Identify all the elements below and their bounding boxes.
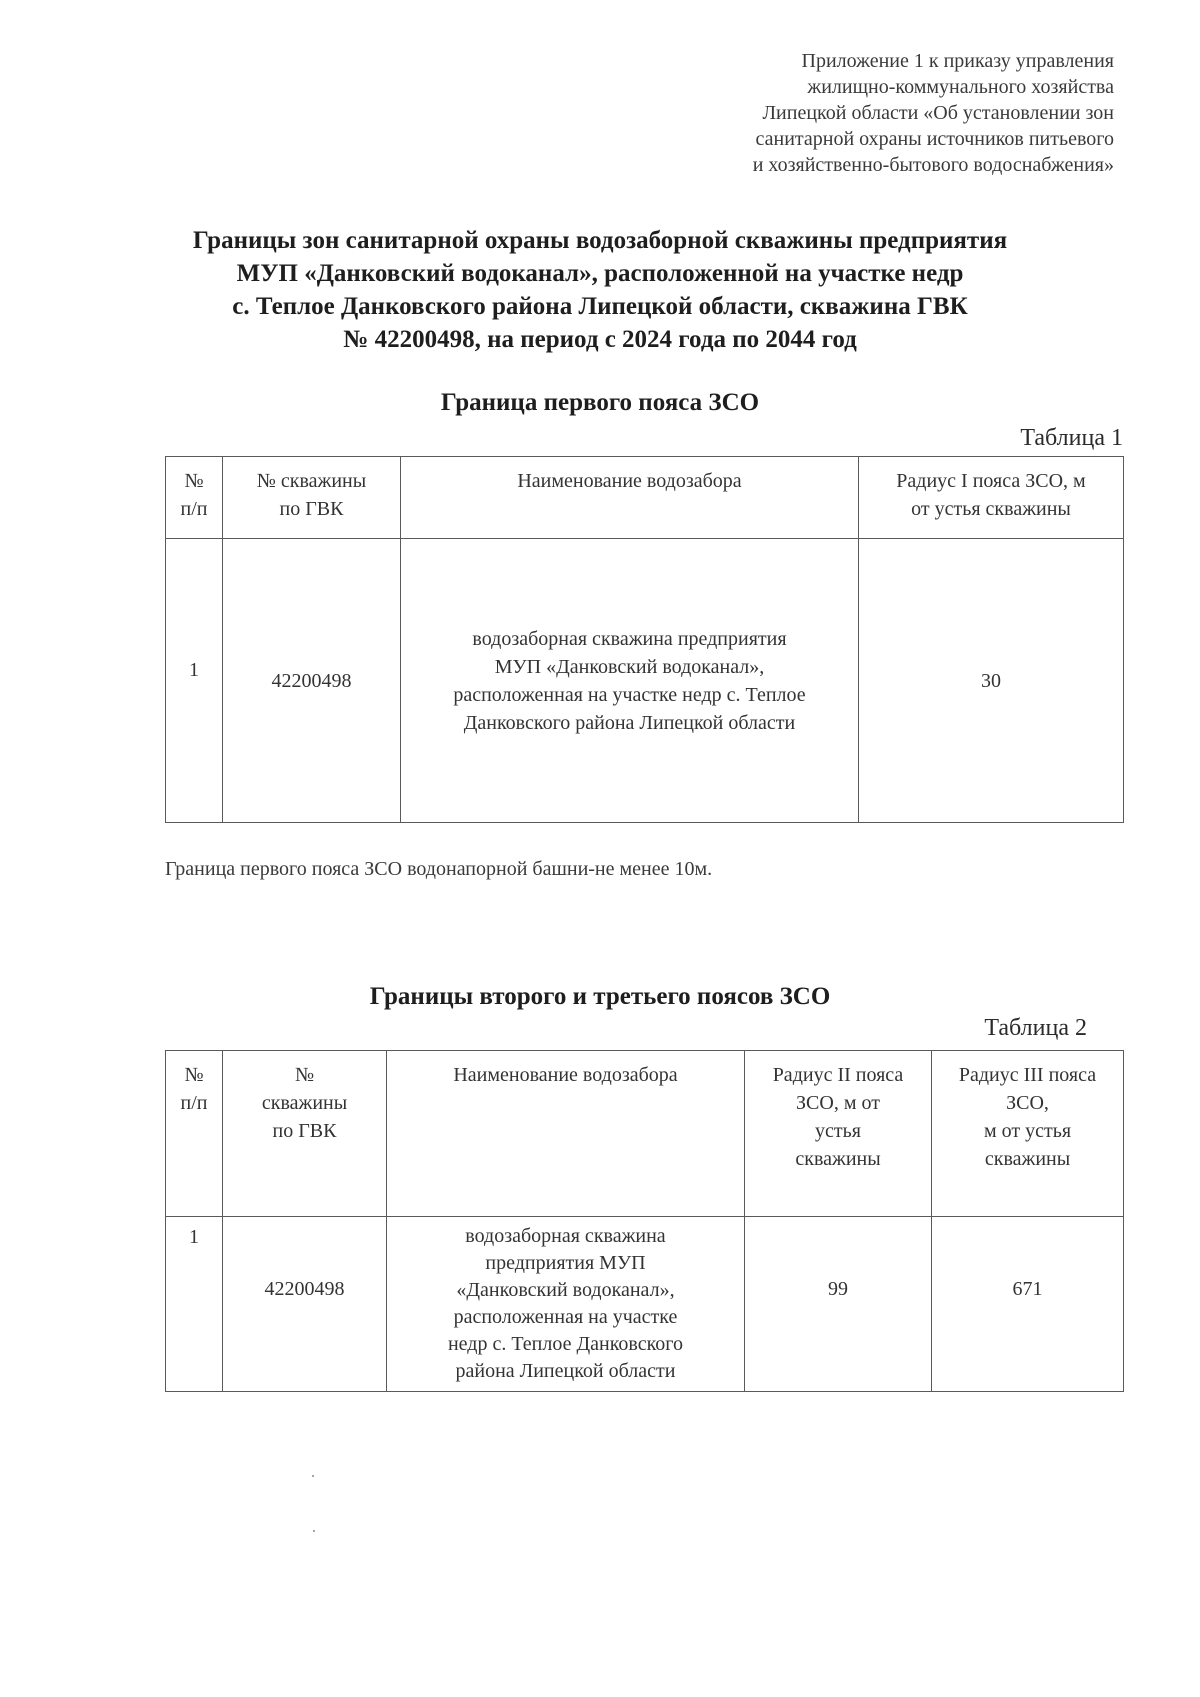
header-text: скважины [795, 1148, 881, 1170]
header-text: Наименование водозабора [453, 1064, 678, 1086]
appendix-line: санитарной охраны источников питьевого [755, 128, 1114, 150]
cell-well-number: 42200498 [223, 1217, 387, 1392]
cell-text: МУП «Данковский водоканал», [494, 655, 765, 678]
cell-num: 1 [166, 539, 223, 823]
appendix-line: и хозяйственно-бытового водоснабжения» [752, 154, 1114, 176]
title-line: с. Теплое Данковского района Липецкой области, скважина ГВК [232, 293, 968, 320]
table1-label: Таблица 1 [1020, 425, 1123, 451]
document-title [100, 224, 1100, 356]
title-line: Границы зон санитарной охраны водозаборной скважины предприятия [192, 227, 1008, 254]
cell-text: недр с. Теплое Данковского [447, 1333, 684, 1355]
cell-text: расположенная на участке недр с. Теплое [453, 683, 806, 706]
header-well-number [223, 457, 401, 539]
appendix-note [594, 48, 1114, 178]
section1-title: Граница первого пояса ЗСО [440, 389, 760, 416]
header-intake-name [401, 457, 859, 539]
cell-well-number: 42200498 [223, 539, 401, 823]
header-text: ЗСО, м от [796, 1092, 880, 1114]
table2-header-row [166, 1051, 1124, 1217]
cell-text: водозаборная скважина [465, 1225, 666, 1247]
header-text: м от устья [983, 1120, 1072, 1142]
header-text: скважины [261, 1092, 348, 1114]
appendix-line: Липецкой области «Об установлении зон [762, 102, 1114, 124]
header-text: № скважины [256, 470, 367, 492]
appendix-line: Приложение 1 к приказу управления [801, 50, 1114, 72]
cell-text: «Данковский водоканал», [456, 1279, 675, 1301]
header-text: устья [815, 1120, 861, 1142]
header-text: ЗСО, [1006, 1092, 1049, 1114]
cell-radius-zone3: 671 [932, 1217, 1124, 1392]
header-well-number [223, 1051, 387, 1217]
header-text: Радиус II пояса [772, 1064, 904, 1086]
header-radius-zone2 [745, 1051, 932, 1217]
scan-speck [313, 1530, 315, 1532]
header-num [166, 457, 223, 539]
cell-text: предприятия МУП [485, 1252, 646, 1274]
header-text: Радиус III пояса [958, 1064, 1097, 1086]
header-text: п/п [180, 498, 208, 520]
header-text: по ГВК [272, 1120, 337, 1142]
cell-text: района Липецкой области [455, 1360, 676, 1382]
cell-intake-name [387, 1217, 745, 1392]
section2-title: Границы второго и третьего поясов ЗСО [369, 983, 831, 1010]
header-text: скважины [984, 1148, 1071, 1170]
table-row [166, 539, 1124, 823]
header-num [166, 1051, 223, 1217]
header-text: по ГВК [279, 498, 344, 520]
zone1-tower-note: Граница первого пояса ЗСО водонапорной башни-не менее 10м. [165, 858, 713, 880]
cell-radius-zone1: 30 [859, 539, 1124, 823]
header-radius-zone3 [932, 1051, 1124, 1217]
table2 [165, 1050, 1124, 1392]
cell-num: 1 [166, 1217, 223, 1392]
cell-intake-name [401, 539, 859, 823]
header-text: Радиус I пояса ЗСО, м [896, 470, 1086, 492]
table1 [165, 456, 1124, 823]
cell-text: расположенная на участке [453, 1306, 678, 1328]
title-line: МУП «Данковский водоканал», расположенной на участке недр [236, 260, 964, 287]
cell-text: Данковского района Липецкой области [463, 711, 796, 734]
header-text: от устья скважины [911, 498, 1071, 520]
cell-text: водозаборная скважина предприятия [472, 627, 787, 650]
scan-speck [312, 1475, 314, 1477]
cell-radius-zone2: 99 [745, 1217, 932, 1392]
header-text: Наименование водозабора [517, 470, 742, 492]
appendix-line: жилищно-коммунального хозяйства [807, 76, 1114, 98]
table-row [166, 1217, 1124, 1392]
title-line: № 42200498, на период с 2024 года по 2044 год [343, 326, 857, 353]
table1-header-row [166, 457, 1124, 539]
header-text: № [184, 470, 204, 492]
header-intake-name [387, 1051, 745, 1217]
header-text: № [294, 1064, 315, 1086]
header-text: п/п [180, 1092, 208, 1114]
header-text: № [184, 1064, 204, 1086]
table2-label: Таблица 2 [984, 1015, 1087, 1041]
header-radius-zone1 [859, 457, 1124, 539]
